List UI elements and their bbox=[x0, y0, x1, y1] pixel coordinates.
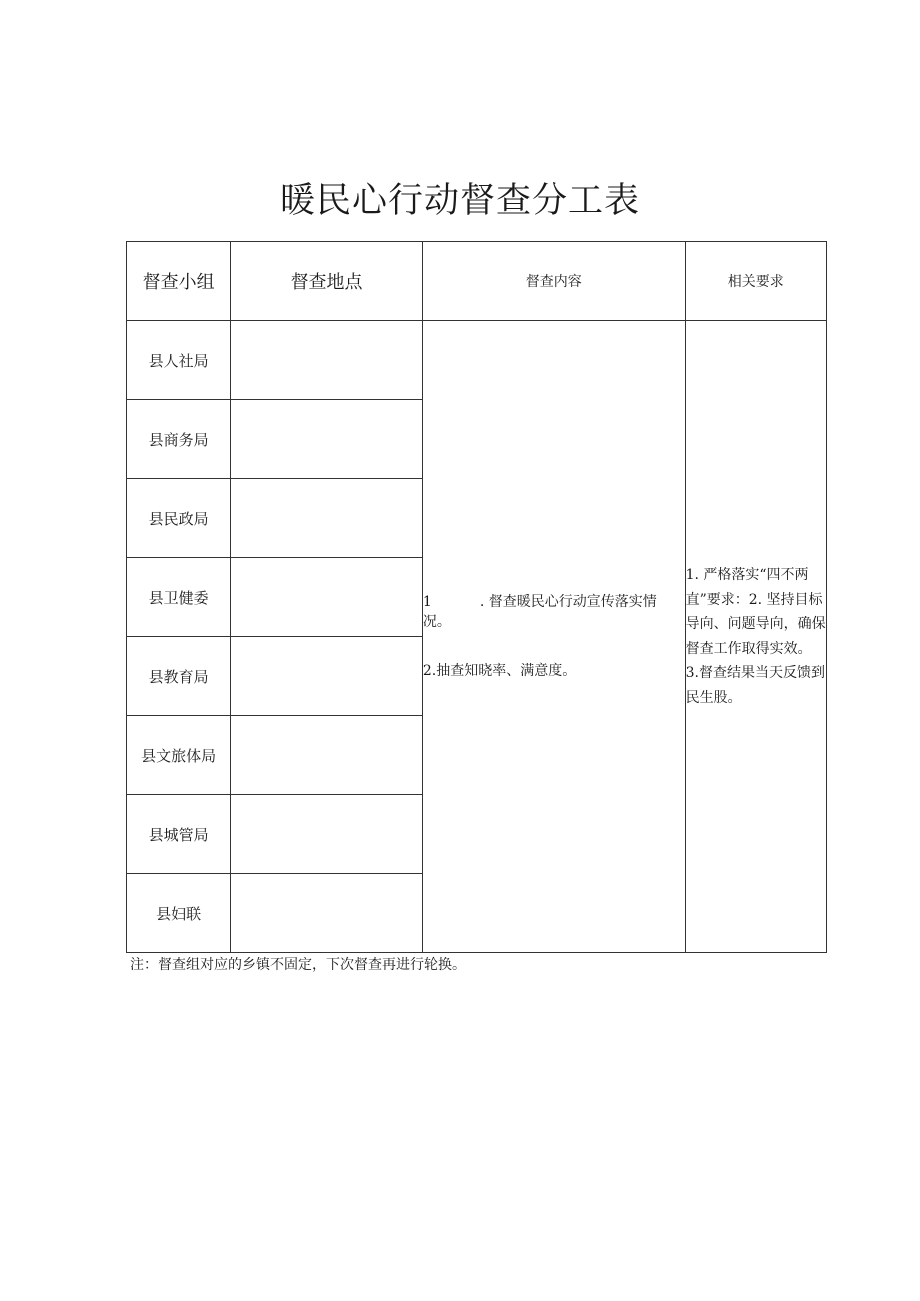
header-place: 督查地点 bbox=[231, 242, 423, 321]
content-item-2: 2.抽查知晓率、满意度。 bbox=[422, 663, 577, 679]
place-cell bbox=[231, 400, 423, 479]
place-cell bbox=[231, 795, 423, 874]
place-cell bbox=[231, 716, 423, 795]
content-item-1-number: 1 bbox=[422, 594, 432, 610]
content-cell bbox=[422, 321, 685, 953]
assignment-table bbox=[126, 241, 827, 953]
place-cell bbox=[231, 479, 423, 558]
group-cell: 县文旅体局 bbox=[127, 716, 231, 795]
table-header-row bbox=[127, 242, 827, 321]
place-cell bbox=[231, 558, 423, 637]
footnote: 注：督查组对应的乡镇不固定，下次督查再进行轮换。 bbox=[130, 957, 466, 973]
group-cell: 县人社局 bbox=[127, 321, 231, 400]
content-item-1-text: . 督查暖民心行动宣传落实情况。 bbox=[422, 594, 657, 630]
header-content: 督查内容 bbox=[422, 242, 685, 321]
place-cell bbox=[231, 637, 423, 716]
table-row bbox=[127, 321, 827, 400]
group-cell: 县商务局 bbox=[127, 400, 231, 479]
content-item-1 bbox=[423, 592, 685, 632]
page-title: 暖民心行动督查分工表 bbox=[279, 181, 640, 221]
group-cell: 县妇联 bbox=[127, 874, 231, 953]
group-cell: 县城管局 bbox=[127, 795, 231, 874]
place-cell bbox=[231, 321, 423, 400]
header-group: 督查小组 bbox=[127, 242, 231, 321]
place-cell bbox=[231, 874, 423, 953]
group-cell: 县教育局 bbox=[127, 637, 231, 716]
group-cell: 县民政局 bbox=[127, 479, 231, 558]
header-requirements: 相关要求 bbox=[685, 242, 826, 321]
group-cell: 县卫健委 bbox=[127, 558, 231, 637]
requirements-cell bbox=[685, 321, 826, 953]
requirements-text: 1. 严格落实“四不两直”要求：2. 坚持目标导向、问题导向，确保督查工作取得实效。 3.督查结果当天反馈到民生股。 bbox=[685, 567, 826, 706]
